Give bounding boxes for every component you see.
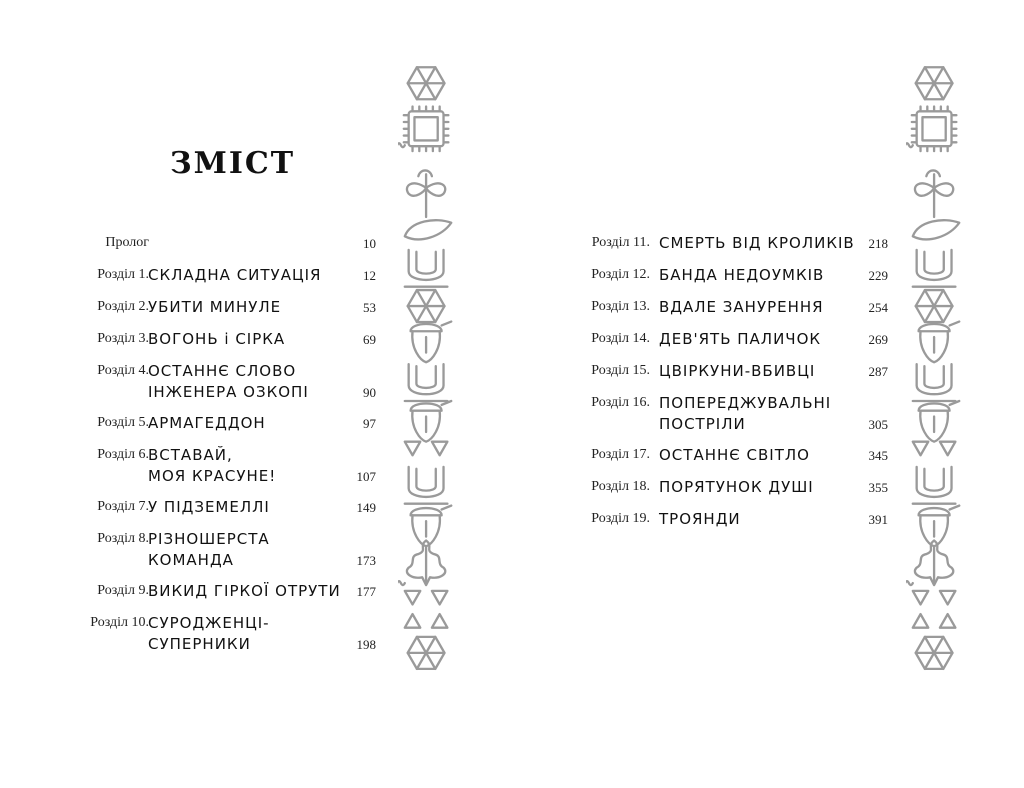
hexagon-wheel-icon — [916, 290, 953, 322]
chapter-label: Розділ 11. — [591, 235, 650, 250]
chapter-title: ПОПЕРЕДЖУВАЛЬНІ — [659, 394, 832, 412]
ornament-border-left — [398, 60, 460, 680]
dragonfly-icon — [407, 170, 445, 217]
page-number: 229 — [868, 268, 888, 283]
u-shape-icon — [913, 250, 956, 287]
acorn-icon — [919, 401, 960, 442]
u-shape-icon — [913, 364, 956, 401]
leaf-icon — [405, 220, 452, 239]
chapter-title: ВОГОНЬ і СІРКА — [148, 330, 286, 348]
oak-leaf-icon — [915, 541, 953, 586]
chapter-title: ПОСТРІЛИ — [659, 415, 746, 433]
oak-leaf-icon — [407, 541, 445, 586]
page-number: 173 — [356, 553, 376, 568]
chapter-title: ОСТАННЄ СВІТЛО — [659, 446, 810, 464]
chapter-label: Розділ 12. — [591, 267, 650, 282]
toc-left-column — [60, 230, 380, 670]
page-number: 90 — [363, 385, 376, 400]
chapter-title: ЦВІРКУНИ-ВБИВЦІ — [659, 362, 816, 380]
page-number: 177 — [356, 584, 376, 599]
chapter-label: Розділ 1. — [97, 267, 149, 282]
chapter-label: Розділ 10. — [90, 615, 149, 630]
acorn-icon — [919, 506, 960, 547]
chapter-title: СУРОДЖЕНЦІ- — [148, 614, 270, 632]
hexagon-wheel-icon — [916, 67, 953, 99]
triangles-icon — [405, 614, 448, 628]
page-number: 345 — [868, 448, 888, 463]
chapter-label: Розділ 6. — [97, 447, 149, 462]
chapter-label: Розділ 18. — [591, 479, 650, 494]
chapter-label: Розділ 16. — [591, 395, 650, 410]
hexagon-wheel-icon — [916, 637, 953, 669]
chapter-label: Розділ 17. — [591, 447, 650, 462]
chapter-title: ДЕВ'ЯТЬ ПАЛИЧОК — [659, 330, 822, 348]
chapter-title: СКЛАДНА СИТУАЦІЯ — [148, 266, 322, 284]
page-number: 305 — [868, 417, 888, 432]
page-number: 149 — [356, 500, 376, 515]
page-number: 198 — [356, 637, 376, 652]
square-seal-icon — [912, 107, 957, 152]
page-number: 287 — [868, 364, 888, 379]
page-number: 12 — [363, 268, 376, 283]
chapter-label: Розділ 14. — [591, 331, 650, 346]
page-number: 97 — [363, 416, 376, 431]
page-number: 107 — [356, 469, 376, 484]
u-shape-icon — [913, 467, 956, 504]
chapter-title: УБИТИ МИНУЛЕ — [148, 298, 282, 316]
chapter-label: Розділ 5. — [97, 415, 149, 430]
chapter-title: ПОРЯТУНОК ДУШІ — [659, 478, 814, 496]
square-seal-icon — [404, 107, 449, 152]
chapter-label: Розділ 8. — [97, 531, 149, 546]
page-number: 53 — [363, 300, 376, 315]
page-number: 269 — [868, 332, 888, 347]
chapter-title: АРМАГЕДДОН — [148, 414, 266, 432]
chapter-title: РІЗНОШЕРСТА — [148, 530, 270, 548]
chapter-title: БАНДА НЕДОУМКІВ — [659, 266, 825, 284]
chapter-title: ІНЖЕНЕРА ОЗКОПІ — [148, 383, 309, 401]
page-number: 391 — [868, 512, 888, 527]
toc-right-column — [570, 230, 890, 550]
ornament-border-right — [906, 60, 968, 680]
hexagon-wheel-icon — [408, 67, 445, 99]
acorn-icon — [411, 322, 452, 363]
chapter-title: ТРОЯНДИ — [659, 510, 741, 528]
chapter-label: Розділ 9. — [97, 583, 149, 598]
triangles-icon — [913, 614, 956, 628]
chapter-label: Розділ 7. — [97, 499, 149, 514]
leaf-icon — [913, 220, 960, 239]
chapter-label: Розділ 13. — [591, 299, 650, 314]
page-number: 355 — [868, 480, 888, 495]
triangles-icon — [913, 442, 956, 456]
page-number: 10 — [363, 236, 376, 251]
chapter-title: ВДАЛЕ ЗАНУРЕННЯ — [659, 298, 824, 316]
triangles-icon — [405, 591, 448, 605]
chapter-label: Розділ 4. — [97, 363, 149, 378]
chapter-title: МОЯ КРАСУНЕ! — [148, 467, 277, 485]
acorn-icon — [919, 322, 960, 363]
page-title: ЗМІСТ — [170, 146, 296, 181]
chapter-title: СУПЕРНИКИ — [148, 635, 251, 653]
hexagon-wheel-icon — [408, 637, 445, 669]
chapter-title: ВСТАВАЙ, — [148, 446, 233, 464]
chapter-title: У ПІДЗЕМЕЛЛІ — [148, 498, 270, 516]
hexagon-wheel-icon — [408, 290, 445, 322]
u-shape-icon — [405, 467, 448, 504]
acorn-icon — [411, 506, 452, 547]
chapter-label: Пролог — [105, 235, 149, 250]
chapter-title: КОМАНДА — [148, 551, 234, 569]
dragonfly-icon — [915, 170, 953, 217]
page-number: 218 — [868, 236, 888, 251]
u-shape-icon — [405, 364, 448, 401]
triangles-icon — [405, 442, 448, 456]
chapter-label: Розділ 2. — [97, 299, 149, 314]
page-number: 254 — [868, 300, 888, 315]
chapter-label: Розділ 15. — [591, 363, 650, 378]
page-number: 69 — [363, 332, 376, 347]
chapter-label: Розділ 19. — [591, 511, 650, 526]
triangles-icon — [913, 591, 956, 605]
acorn-icon — [411, 401, 452, 442]
chapter-title: ВИКИД ГІРКОЇ ОТРУТИ — [148, 582, 341, 600]
u-shape-icon — [405, 250, 448, 287]
chapter-label: Розділ 3. — [97, 331, 149, 346]
chapter-title: СМЕРТЬ ВІД КРОЛИКІВ — [659, 234, 855, 252]
chapter-title: ОСТАННЄ СЛОВО — [148, 362, 297, 380]
